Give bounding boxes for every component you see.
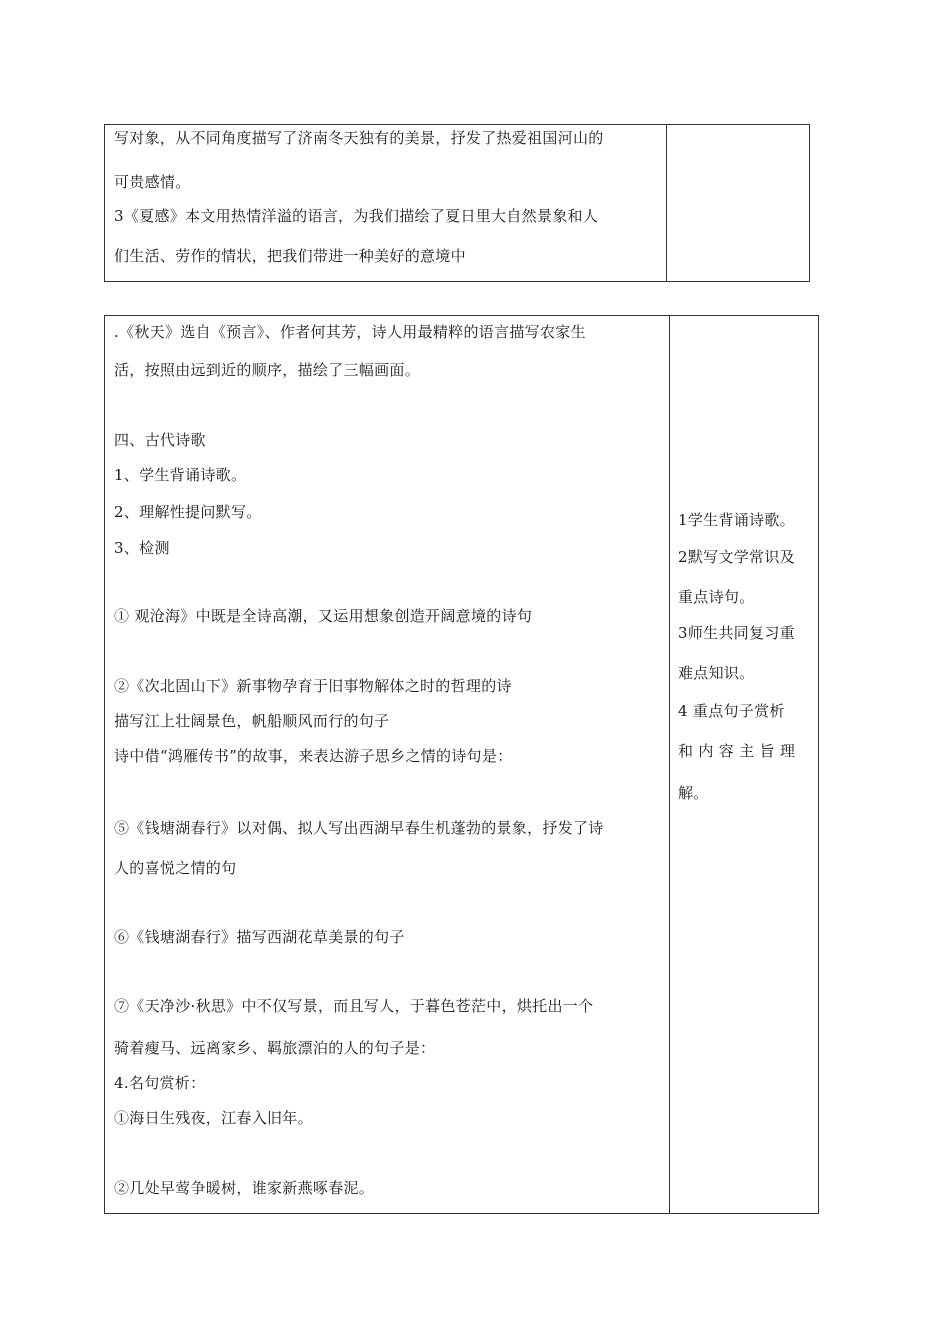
table-2-line: 3、检测 xyxy=(114,539,170,557)
side-note-line: 和 内 容 主 旨 理 xyxy=(678,742,796,760)
side-note-line: 难点知识。 xyxy=(678,664,755,682)
table-2-line: 诗中借“鸿雁传书”的故事，来表达游子思乡之情的诗句是： xyxy=(114,747,513,765)
table-2-line: 2、理解性提问默写。 xyxy=(114,503,262,521)
side-note-line: 解。 xyxy=(678,784,709,802)
table-1-column-divider xyxy=(666,125,667,281)
table-2-line: ①海日生残夜，江春入旧年。 xyxy=(114,1109,313,1127)
table-2-line: ⑦《天净沙·秋思》中不仅写景，而且写人，于暮色苍茫中，烘托出一个 xyxy=(114,997,594,1015)
table-1-line: 3《夏感》本文用热情洋溢的语言，为我们描绘了夏日里大自然景象和人 xyxy=(114,207,599,225)
table-1-line: 可贵感情。 xyxy=(114,173,191,191)
table-2-line: 4.名句赏析： xyxy=(114,1074,206,1092)
table-2-line: 1、学生背诵诗歌。 xyxy=(114,466,247,484)
table-2-line: ⑥《钱塘湖春行》描写西湖花草美景的句子 xyxy=(114,928,405,946)
section-heading: 四、古代诗歌 xyxy=(114,431,206,449)
table-2-line: ⑤《钱塘湖春行》以对偶、拟人写出西湖早春生机蓬勃的景象，抒发了诗 xyxy=(114,819,604,837)
table-2-line: ②几处早莺争暖树，谁家新燕啄春泥。 xyxy=(114,1179,375,1197)
table-2-line: ① 观沧海》中既是全诗高潮，又运用想象创造开阔意境的诗句 xyxy=(114,607,533,625)
side-note-line: 1学生背诵诗歌。 xyxy=(678,511,795,529)
table-2-line: 活，按照由远到近的顺序，描绘了三幅画面。 xyxy=(114,361,421,379)
side-note-line: 3师生共同复习重 xyxy=(678,624,795,642)
side-note-line: 2默写文学常识及 xyxy=(678,548,795,566)
table-1-line: 写对象，从不同角度描写了济南冬天独有的美景，抒发了热爱祖国河山的 xyxy=(114,129,604,147)
table-2-line: .《秋天》选自《预言》、作者何其芳，诗人用最精粹的语言描写农家生 xyxy=(114,323,586,341)
side-note-line: 重点诗句。 xyxy=(678,588,755,606)
side-note-line: 4 重点句子赏析 xyxy=(678,702,785,720)
table-2-line: 骑着瘦马、远离家乡、羁旅漂泊的人的句子是： xyxy=(114,1039,436,1057)
table-2-line: 描写江上壮阔景色，帆船顺风而行的句子 xyxy=(114,712,390,730)
table-2-line: ②《次北固山下》新事物孕育于旧事物解体之时的哲理的诗 xyxy=(114,677,512,695)
table-2-column-divider xyxy=(669,316,670,1213)
table-1-line: 们生活、劳作的情状，把我们带进一种美好的意境中 xyxy=(114,247,466,265)
table-2-line: 人的喜悦之情的句 xyxy=(114,859,237,877)
